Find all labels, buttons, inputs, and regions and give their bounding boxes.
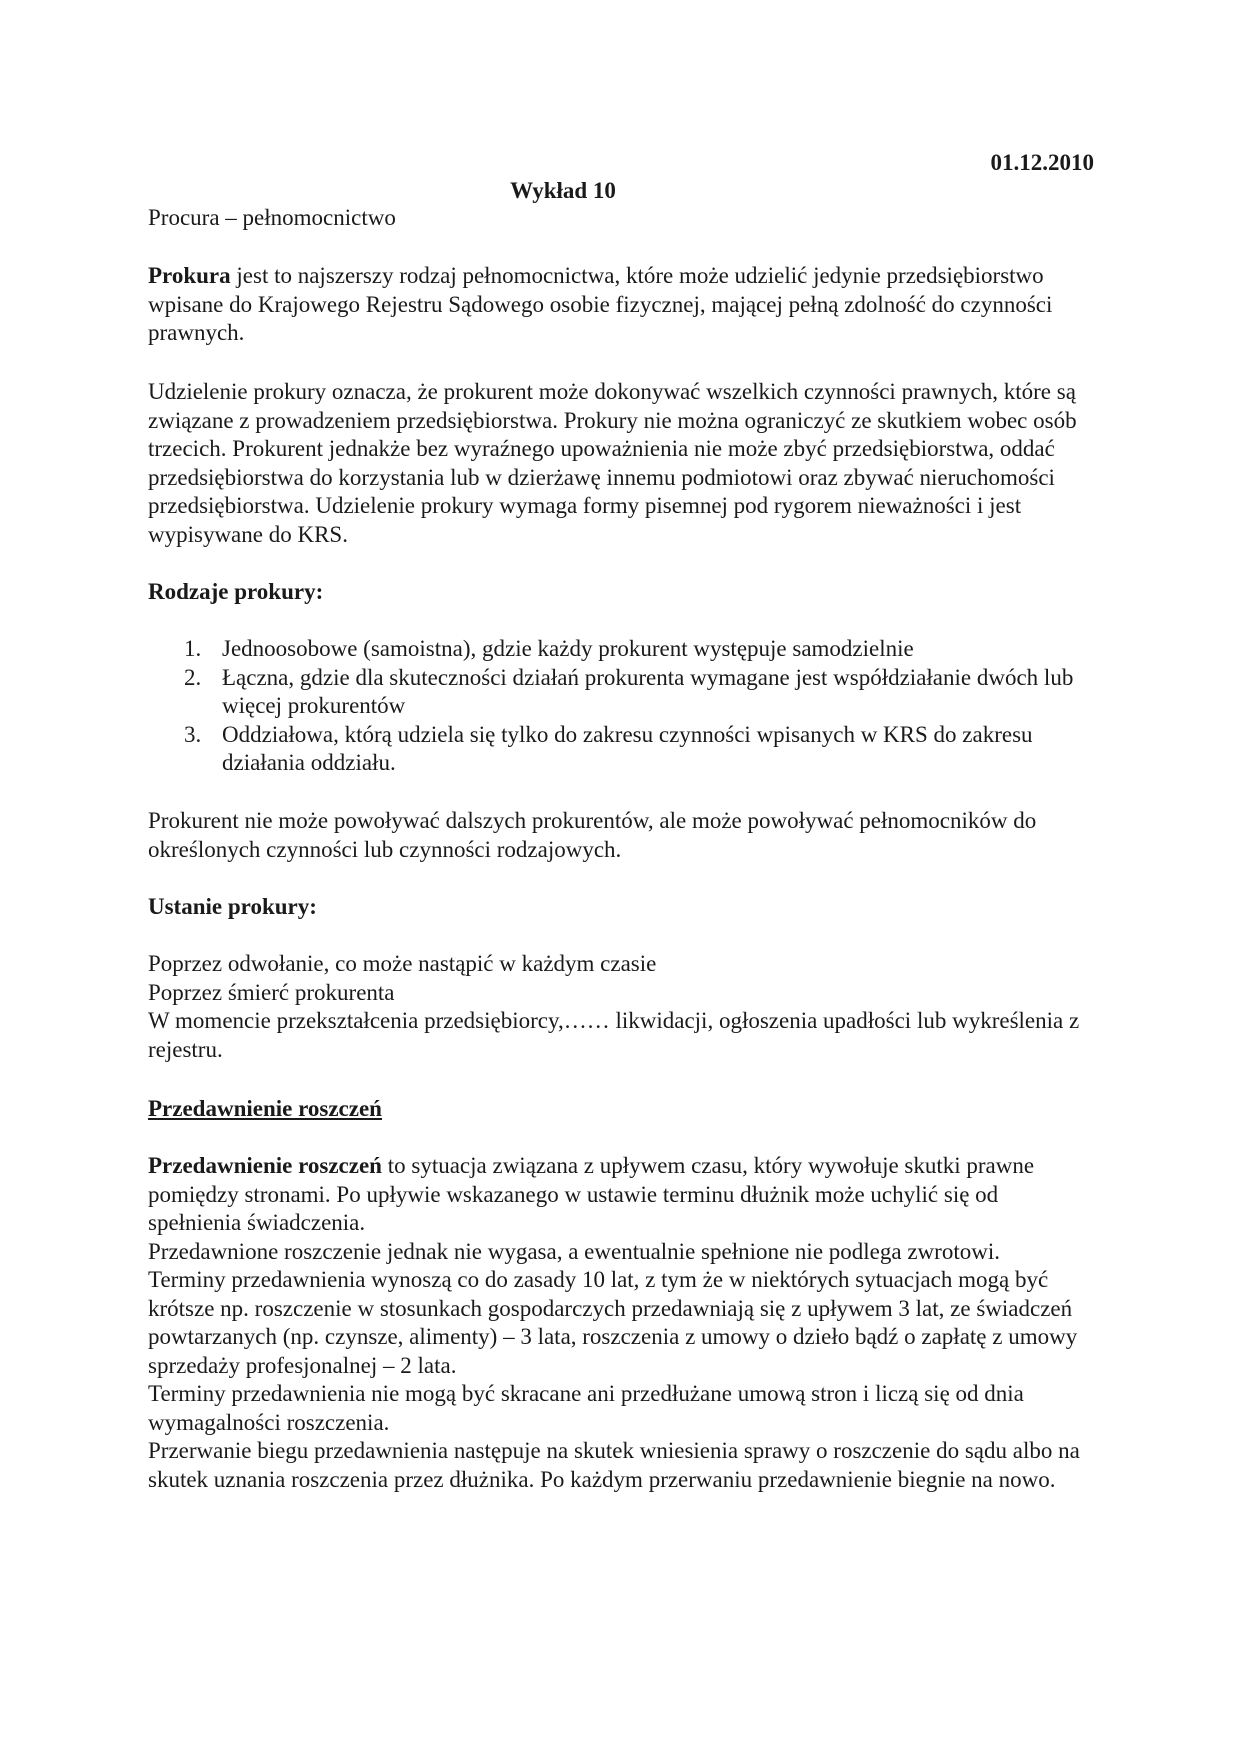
limitation-section bbox=[148, 1152, 1094, 1494]
list-item bbox=[148, 721, 1094, 778]
lecture-title: Wykład 10 bbox=[510, 178, 616, 203]
limitation-term: Przedawnienie roszczeń bbox=[148, 1153, 382, 1178]
list-item-text: Łączna, gdzie dla skuteczności działań prokurenta wymagane jest współdziałanie dwóch lub więcej prokurentów bbox=[222, 664, 1074, 718]
subtitle: Procura – pełnomocnictwo bbox=[148, 205, 396, 230]
list-item-number: 1. bbox=[184, 636, 202, 661]
intro-term: Prokura bbox=[148, 263, 231, 288]
types-list bbox=[148, 635, 1094, 778]
intro-text: jest to najszerszy rodzaj pełnomocnictwa, które może udzielić jedynie przedsiębiorstwo wpisane do Krajowego Rejestru Sądowego osobie fizycznej, mającej pełną zdolność do czynności prawnych. bbox=[148, 263, 1053, 345]
termination-line: Poprzez odwołanie, co może nastąpić w każdym czasie bbox=[148, 951, 657, 976]
limitation-paragraph-2: Przedawnione roszczenie jednak nie wygasa, a ewentualnie spełnione nie podlega zwrotowi. bbox=[148, 1238, 1000, 1264]
intro-paragraph bbox=[148, 262, 1094, 348]
list-item-number: 2. bbox=[184, 664, 202, 690]
types-heading: Rodzaje prokury: bbox=[148, 579, 324, 604]
termination-line: Poprzez śmierć prokurenta bbox=[148, 979, 395, 1005]
list-item-text: Oddziałowa, którą udziela się tylko do zakresu czynności wpisanych w KRS do zakresu działania oddziału. bbox=[222, 721, 1033, 775]
limitation-paragraph-4: Terminy przedawnienia nie mogą być skracane ani przedłużane umową stron i liczą się od dnia wymagalności roszczenia. bbox=[148, 1381, 1024, 1435]
termination-line: W momencie przekształcenia przedsiębiorcy,…… likwidacji, ogłoszenia upadłości lub wykreślenia z rejestru. bbox=[148, 1008, 1080, 1062]
limitation-paragraph-3: Terminy przedawnienia wynoszą co do zasady 10 lat, z tym że w niektórych sytuacjach mogą być krótsze np. roszczenie w stosunkach gospodarczych przedawniają się z upływem 3 lat, ze świadczeń powtarzanych (np. czynsze, alimenty) – 3 lata, roszczenia z umowy o dzieło bądź o zapłatę z umowy sprzedaży profesjonalnej – 2 lata. bbox=[148, 1267, 1078, 1378]
list-item bbox=[148, 664, 1094, 721]
limitation-heading: Przedawnienie roszczeń bbox=[148, 1096, 382, 1121]
grant-paragraph: Udzielenie prokury oznacza, że prokurent może dokonywać wszelkich czynności prawnych, które są związane z prowadzeniem przedsiębiorstwa. Prokury nie można ograniczyć ze skutkiem wobec osób trzecich. Prokurent jednakże bez wyraźnego upoważnienia nie może zbyć przedsiębiorstwa, oddać przedsiębiorstwa do korzystania lub w dzierżawę innemu podmiotowi oraz zbywać nieruchomości przedsiębiorstwa. Udzielenie prokury wymaga formy pisemnej pod rygorem nieważności i jest wypisywane do KRS. bbox=[148, 379, 1077, 547]
limitation-paragraph-5: Przerwanie biegu przedawnienia następuje na skutek wniesienia sprawy o roszczenie do sądu albo na skutek uznania roszczenia przez dłużnika. Po każdym przerwaniu przedawnienie biegnie na nowo. bbox=[148, 1438, 1080, 1492]
limitation-paragraph-1: Przedawnienie roszczeń to sytuacja związana z upływem czasu, który wywołuje skutki prawne pomiędzy stronami. Po upływie wskazanego w ustawie terminu dłużnik może uchylić się od spełnienia świadczenia. bbox=[148, 1153, 1035, 1235]
list-item-number: 3. bbox=[184, 721, 202, 747]
list-item bbox=[148, 635, 1094, 664]
delegation-paragraph: Prokurent nie może powoływać dalszych prokurentów, ale może powoływać pełnomocników do określonych czynności lub czynności rodzajowych. bbox=[148, 808, 1037, 862]
termination-heading: Ustanie prokury: bbox=[148, 894, 317, 919]
termination-lines bbox=[148, 950, 1094, 1064]
list-item-text: Jednoosobowe (samoistna), gdzie każdy prokurent występuje samodzielnie bbox=[222, 636, 914, 661]
document-date: 01.12.2010 bbox=[990, 150, 1094, 175]
